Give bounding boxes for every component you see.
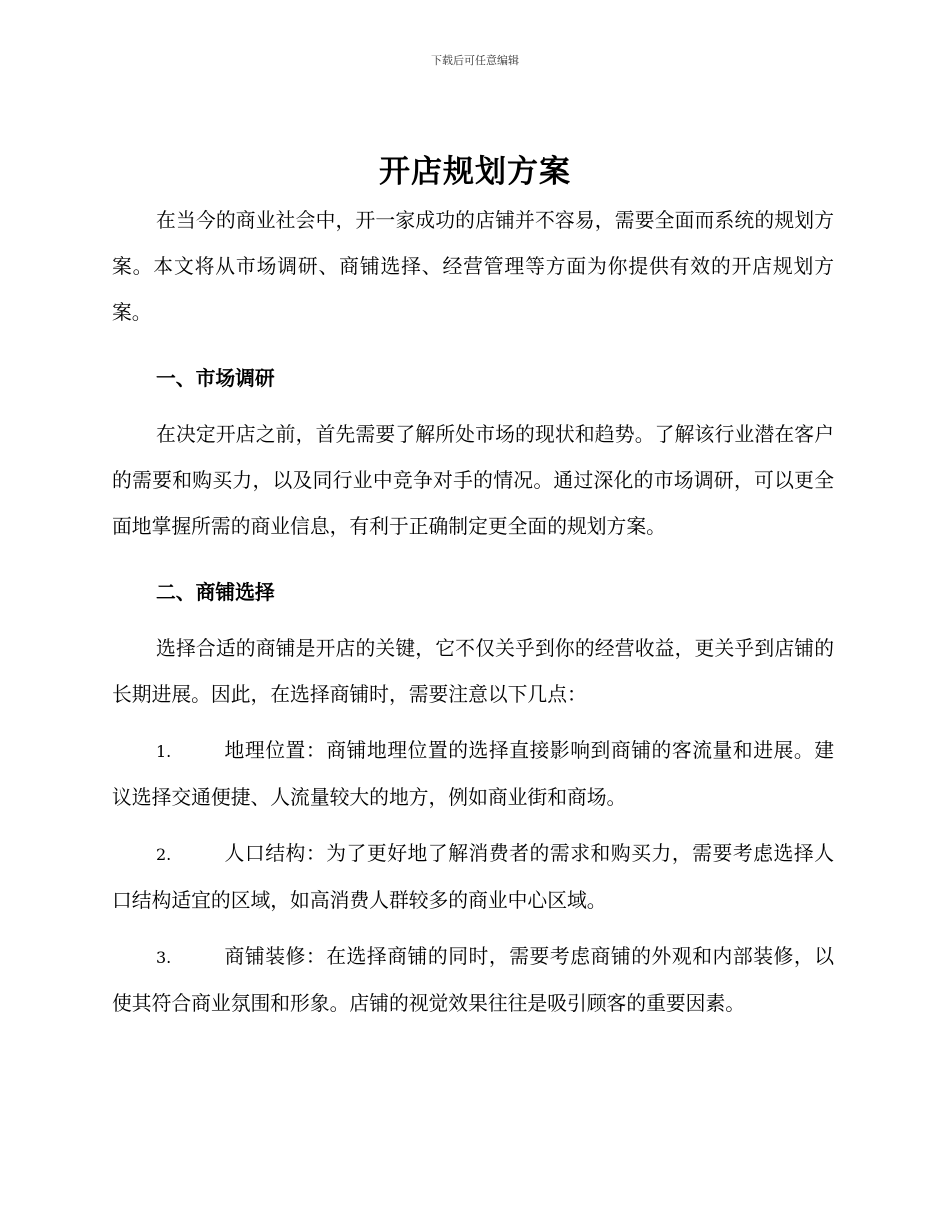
list-item [112,831,834,924]
spacer [112,336,834,346]
section-heading-market-research: 一、市场调研 [156,367,275,390]
list-item-text: 商铺装修：在选择商铺的同时，需要考虑商铺的外观和内部装修，以使其符合商业氛围和形象。店铺的视觉效果往往是吸引顾客的重要因素。 [112,945,834,1015]
header-note: 下载后可任意编辑 [431,54,519,67]
list-item-number: 3. [156,948,172,967]
document-title: 开店规划方案 [379,154,571,190]
section-heading-store-selection: 二、商铺选择 [156,581,275,604]
market-research-paragraph: 在决定开店之前，首先需要了解所处市场的现状和趋势。了解该行业潜在客户的需要和购买力，以及同行业中竞争对手的情况。通过深化的市场调研，可以更全面地掌握所需的商业信息，有利于正确制定更全面的规划方案。 [112,423,834,538]
list-item-text: 人口结构：为了更好地了解消费者的需求和购买力，需要考虑选择人口结构适宜的区域，如高消费人群较多的商业中心区域。 [112,842,834,912]
list-item-text: 地理位置：商铺地理位置的选择直接影响到商铺的客流量和进展。建议选择交通便捷、人流量较大的地方，例如商业街和商场。 [112,739,834,809]
list-item [112,728,834,821]
store-selection-paragraph: 选择合适的商铺是开店的关键，它不仅关乎到你的经营收益，更关乎到店铺的长期进展。因此，在选择商铺时，需要注意以下几点： [112,637,834,706]
list-item-number: 1. [156,742,172,761]
spacer [112,550,834,560]
intro-paragraph: 在当今的商业社会中，开一家成功的店铺并不容易，需要全面而系统的规划方案。本文将从市场调研、商铺选择、经营管理等方面为你提供有效的开店规划方案。 [112,209,834,324]
list-item [112,934,834,1027]
document-body [112,198,834,1027]
list-item-number: 2. [156,845,172,864]
